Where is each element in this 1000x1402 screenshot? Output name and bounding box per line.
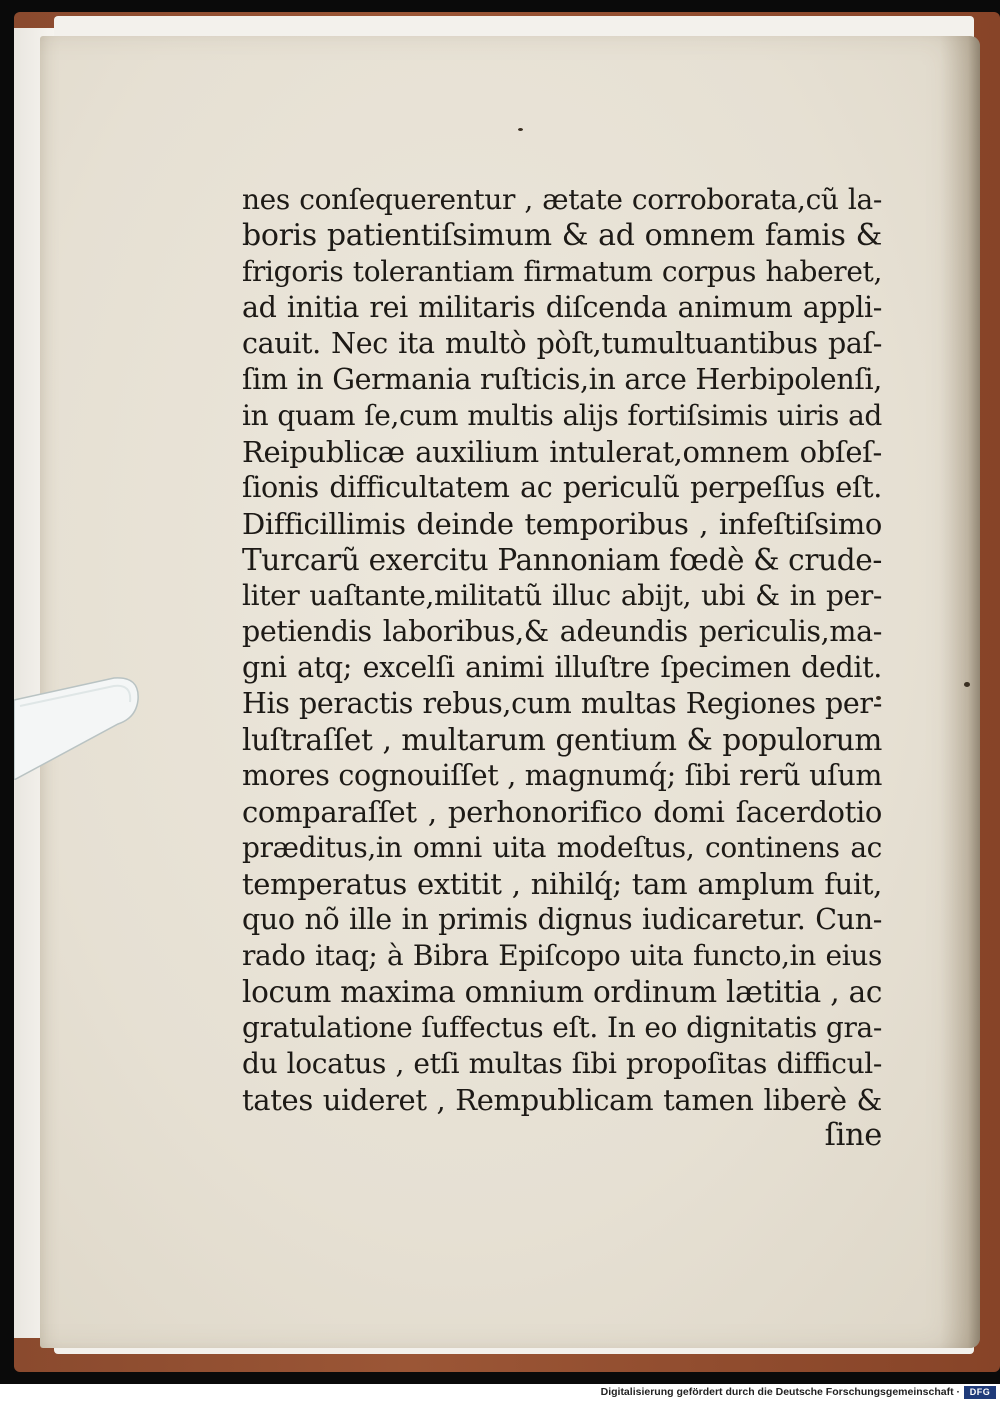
ink-speck (518, 128, 523, 131)
text-line: ſionis difficultatem ac periculũ perpeſſus eſt. (242, 471, 882, 504)
funding-credit: Digitalisierung gefördert durch die Deutsche Forschungsgemeinschaft · (600, 1386, 960, 1398)
text-line: in quam ſe,cum multis alijs fortiſsimis uiris ad (242, 399, 882, 432)
text-line: gratulatione ſuffectus eſt. In eo dignitatis gra- (242, 1011, 882, 1044)
text-line: petiendis laboribus,& adeundis periculis,ma- (242, 615, 882, 648)
body-text (242, 182, 882, 1154)
text-line: gni atq; excelſi animi illuſtre ſpecimen dedit. (242, 651, 882, 684)
text-line: tates uideret , Rempublicam tamen liberè & (242, 1083, 882, 1117)
text-line: Reipublicæ auxilium intulerat,omnem obſeſ- (242, 435, 882, 469)
bookmark-strip (14, 676, 140, 780)
text-line: ſim in Germania ruſticis,in arce Herbipolenſi, (242, 363, 882, 396)
text-line: boris patientiſsimum & ad omnem famis & (242, 218, 882, 253)
text-line: mores cognouiſſet , magnumq́; ſibi rerũ uſum (242, 759, 882, 792)
text-line: cauit. Nec ita multò pòſt,tumultuantibus paſ- (242, 327, 882, 360)
text-line: liter uaſtante,militatũ illuc abijt, ubi & in per- (242, 579, 882, 612)
text-line: præditus,in omni uita modeſtus, continens ac (242, 831, 882, 864)
text-line: quo nõ ille in primis dignus iudicaretur. Cun- (242, 903, 882, 936)
text-line: du locatus , etſi multas ſibi propoſitas difficul- (242, 1047, 882, 1080)
text-line: ad initia rei militaris diſcenda animum appli- (242, 291, 882, 324)
text-line: Difficillimis deinde temporibus , infeſtiſsimo (242, 507, 882, 541)
catchword: ſine (824, 1118, 882, 1153)
text-line: luſtraſſet , multarum gentium & populorum (242, 723, 882, 757)
text-line: temperatus extitit , nihilq́; tam amplum fuit, (242, 867, 882, 901)
footer-bar (0, 1384, 1000, 1402)
text-line: frigoris tolerantiam firmatum corpus haberet, (242, 255, 882, 288)
text-line: rado itaq; à Bibra Epiſcopo uita functo,in eius (242, 939, 882, 972)
text-line: comparaſſet , perhonorifico domi ſacerdotio (242, 795, 882, 829)
ink-speck (964, 682, 970, 687)
text-line: nes conſequerentur , ætate corroborata,cũ la- (242, 183, 882, 216)
dfg-logo[interactable]: DFG (964, 1386, 996, 1399)
text-line: His peractis rebus,cum multas Regiones per- (242, 687, 882, 720)
text-line: locum maxima omnium ordinum lætitia , ac (242, 975, 882, 1009)
text-line: Turcarũ exercitu Pannoniam fœdè & crude- (242, 543, 882, 577)
page-gutter-shadow (940, 36, 980, 1348)
